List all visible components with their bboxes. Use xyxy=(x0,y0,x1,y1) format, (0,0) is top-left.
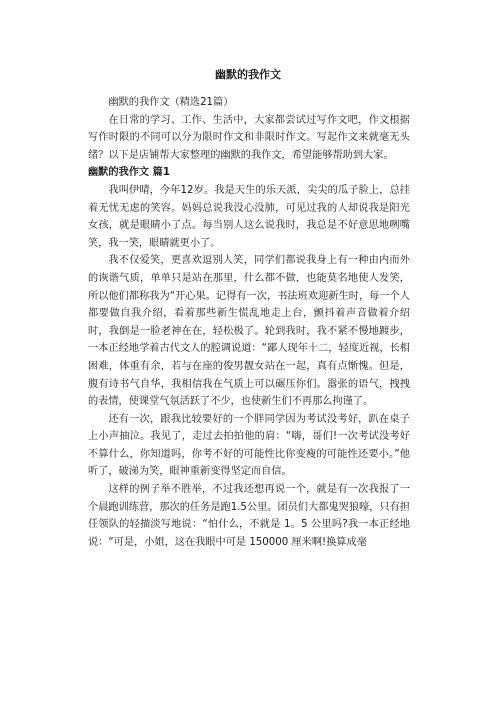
body-paragraph-2: 我不仅爱笑，更喜欢逗别人笑，同学们都说我身上有一种由内而外的诙谐气质，单单只是站在那里，什么都不做，也能莫名地使人发笑，所以他们都称我为“开心果。记得有一次，书法班欢迎新生时，每一个人都要做自我介绍，看着那些新生慌乱地走上台，颤抖着声音做着介绍时，我倒是一脸老神在在，轻松极了。轮到我时，我不紧不慢地踱步，一本正经地学着古代文人的腔调说道：“鄙人现年十二，轻度近视，长相困难，体重有余，若与在座的俊男靓女站在一起，真有点惭愧。但是，腹有诗书气自华，我相信我在气质上可以碾压你们。嚣张的语气，拽拽的表情，使课堂气氛活跃了不少，也使新生们不再那么拘谨了。 xyxy=(88,255,410,408)
section-heading: 幽默的我作文 篇1 xyxy=(88,167,170,179)
document-subtitle: 幽默的我作文（精选21篇） xyxy=(108,97,234,108)
body-paragraph-4: 这样的例子举不胜举，不过我还想再说一个，就是有一次我报了一个晨跑训练营，那次的任务是跑1.5公里。团员们大都鬼哭狼嚎，只有担任领队的轻描淡写地说：“怕什么，不就是 1。5 公里吗?我一本正经地说：“可是，小姐，这在我眼中可是 150000 厘米啊!换算成毫 xyxy=(88,484,410,548)
body-paragraph-3: 还有一次，跟我比较要好的一个胖同学因为考试没考好，趴在桌子上小声抽泣。我见了，走过去拍拍他的肩：“嗨，哥们!一次考试没考好不算什么，你知道吗，你考不好的可能性比你变瘦的可能性还要小。”他听了，破涕为笑，眼神重新变得坚定而自信。 xyxy=(88,413,410,478)
body-paragraph-1: 我叫伊晴，今年12岁。我是天生的乐天派，尖尖的瓜子脸上，总挂着无忧无虑的笑容。妈妈总说我没心没肺，可见过我的人却说我是阳光女孩，就是眼睛小了点。每当别人这么说我时，我总是不好意思地咧嘴笑，我一笑，眼睛就更小了。 xyxy=(88,184,410,249)
intro-paragraph: 在日常的学习、工作、生活中，大家都尝试过写作文吧，作文根据写作时限的不同可以分为限时作文和非限时作文。写起作文来就毫无头绪？以下是店铺帮大家整理的幽默的我作文，希望能够帮助到大家。 xyxy=(88,114,410,161)
document-title: 幽默的我作文 xyxy=(215,68,281,81)
document-body xyxy=(88,94,410,551)
